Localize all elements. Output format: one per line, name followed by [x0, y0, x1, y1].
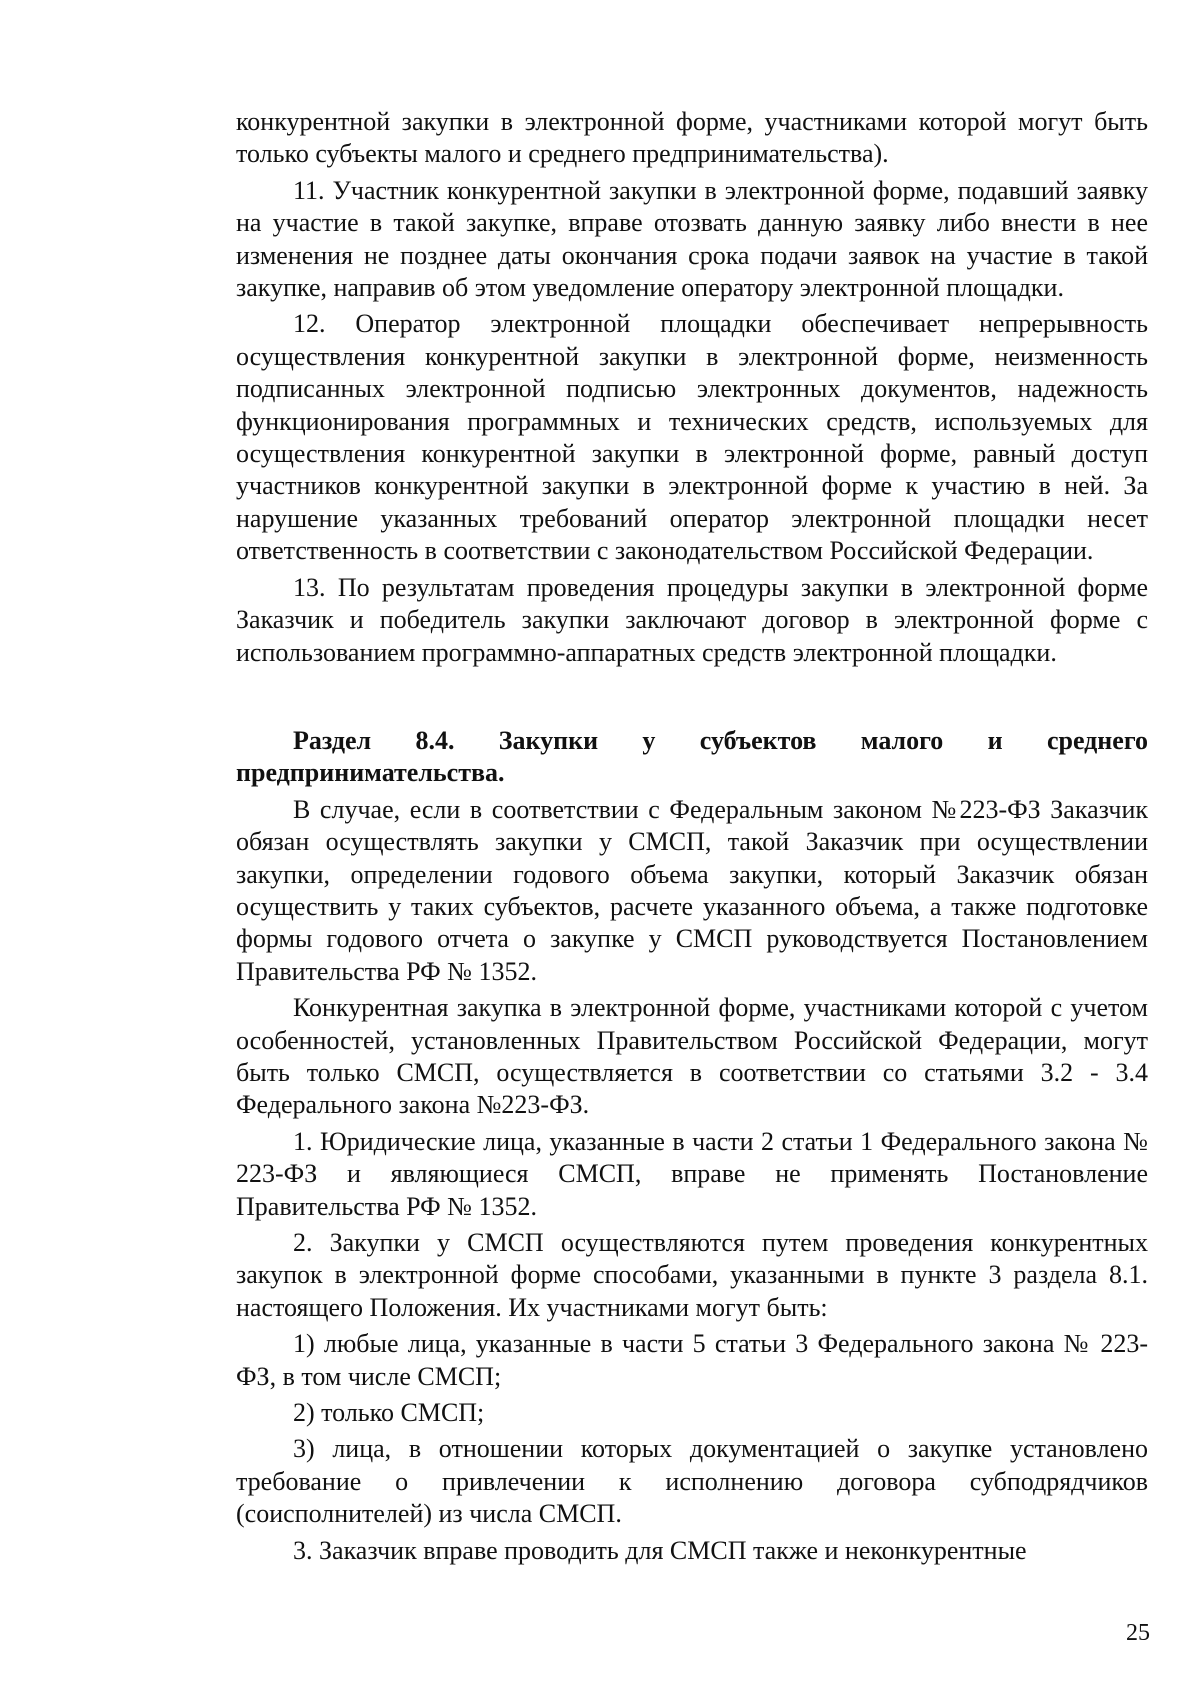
section-paragraph-intro: В случае, если в соответствии с Федеральным законом №223-ФЗ Заказчик обязан осуществлять закупки у СМСП, такой Заказчик при осуществлении закупки, определении годового объема закупки, который Заказчик обязан осуществить у таких субъектов, расчете указанного объема, а также подготовке формы годового отчета о закупке у СМСП руководствуется Постановлением Правительства РФ № 1352.: [236, 794, 1148, 986]
page-number: 25: [1126, 1620, 1150, 1646]
sub-item-2: 2) только СМСП;: [293, 1398, 485, 1428]
section-item-1: 1. Юридические лица, указанные в части 2 статьи 1 Федерального закона № 223-ФЗ и являющиеся СМСП, вправе не применять Постановление Правительства РФ № 1352.: [236, 1126, 1148, 1221]
section-heading: Раздел 8.4. Закупки у субъектов малого и среднего предпринимательства.: [236, 725, 1148, 788]
sub-item-3: 3) лица, в отношении которых документацией о закупке установлено требование о привлечении к исполнению договора субподрядчиков (соисполнителей) из числа СМСП.: [236, 1434, 1148, 1529]
sub-item-1: 1) любые лица, указанные в части 5 статьи 3 Федерального закона № 223-ФЗ, в том числе СМСП;: [236, 1329, 1148, 1391]
section-item-3: 3. Заказчик вправе проводить для СМСП также и неконкурентные: [293, 1535, 1027, 1565]
section-item-2: 2. Закупки у СМСП осуществляются путем проведения конкурентных закупок в электронной форме способами, указанными в пункте 3 раздела 8.1. настоящего Положения. Их участниками могут быть:: [236, 1228, 1148, 1322]
paragraph-item-13: 13. По результатам проведения процедуры закупки в электронной форме Заказчик и победитель закупки заключают договор в электронной форме с использованием программно-аппаратных средств электронной площадки.: [236, 572, 1148, 667]
paragraph-continuation: конкурентной закупки в электронной форме, участниками которой могут быть только субъекты малого и среднего предпринимательства).: [236, 107, 1148, 169]
document-body: [236, 106, 1148, 1567]
paragraph-item-11: 11. Участник конкурентной закупки в электронной форме, подавший заявку на участие в такой закупке, вправе отозвать данную заявку либо внести в нее изменения не позднее даты окончания срока подачи заявок на участие в такой закупке, направив об этом уведомление оператору электронной площадки.: [236, 175, 1148, 303]
paragraph-item-12: 12. Оператор электронной площадки обеспечивает непрерывность осуществления конкурентной закупки в электронной форме, неизменность подписанных электронной подписью электронных документов, надежность функционирования программных и технических средств, используемых для осуществления конкурентной закупки в электронной форме, равный доступ участников конкурентной закупки в электронной форме к участию в ней. За нарушение указанных требований оператор электронной площадки несет ответственность в соответствии с законодательством Российской Федерации.: [236, 309, 1148, 566]
section-paragraph-competitive: Конкурентная закупка в электронной форме, участниками которой с учетом особенностей, установленных Правительством Российской Федерации, могут быть только СМСП, осуществляется в соответствии со статьями 3.2 - 3.4 Федерального закона №223-ФЗ.: [236, 993, 1148, 1120]
